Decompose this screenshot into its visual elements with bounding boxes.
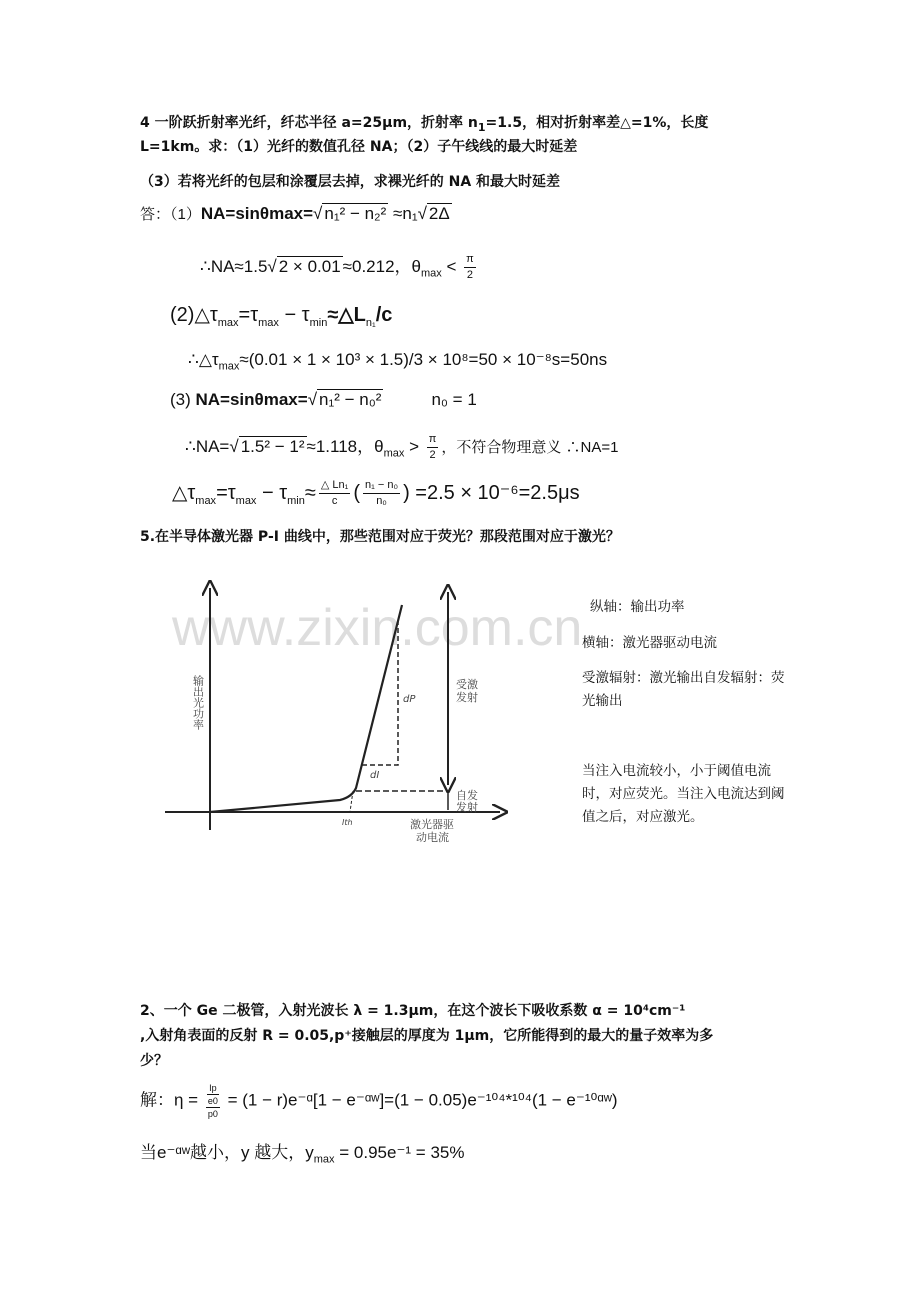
label: dP [403, 694, 416, 705]
text: min [309, 317, 328, 329]
fraction [206, 1082, 220, 1120]
text: π [427, 432, 439, 448]
text: max [421, 267, 442, 280]
text: 2 [466, 269, 474, 282]
x-axis-label: 动电流 [416, 831, 449, 844]
text: =τ [216, 481, 236, 504]
text: n₁² − n₀² [319, 390, 382, 409]
q5-answer: 当注入电流较小，小于阈值电流时，对应荧光。当注入电流达到阈值之后，对应激光。 [582, 763, 785, 825]
label: 发射 [456, 801, 478, 814]
q2-line-3: 少？ [140, 1053, 168, 1069]
text: = 0.95e⁻¹ = 35% [334, 1143, 465, 1162]
text: n₁ [365, 317, 376, 329]
text: 当e⁻ᵅʷ越小，y 越大，y [140, 1143, 314, 1162]
text: ≈△L [327, 304, 366, 326]
text: 答：（1） [140, 206, 201, 223]
text: ∴△τ [188, 350, 219, 369]
text: 2 × 0.01 [278, 257, 341, 276]
answer-1: 答：（1）NA=sinθmax=√ n₁² − n₂² ≈n₁√ 2Δ [140, 204, 450, 223]
text: < [441, 257, 462, 276]
text: Ip [209, 1083, 217, 1093]
text: 1 [477, 120, 486, 134]
text: p0 [207, 1109, 218, 1119]
answer-2 [170, 302, 392, 329]
q5-title: 5.在半导体激光器 P-I 曲线中，那些范围对应于荧光？那段范围对应于激光？ [140, 529, 620, 545]
fraction [464, 252, 476, 283]
text: /c [375, 304, 393, 326]
note-y: 纵轴：输出功率 [590, 599, 685, 615]
text: (3) [170, 390, 196, 409]
text: c [331, 495, 338, 507]
label: Ith [342, 818, 353, 827]
text: ∴NA= [185, 437, 230, 456]
text: − τ [278, 304, 310, 326]
text: NA=sinθmax= [200, 204, 314, 223]
text: max [258, 317, 279, 329]
text: △τ [172, 481, 196, 504]
text: max [195, 494, 217, 507]
fraction [363, 478, 400, 509]
text: ≈(0.01 × 1 × 10³ × 1.5)/3 × 10⁸=50 × 10⁻⁸s=50ns [239, 350, 608, 369]
text: ≈n₁ [388, 204, 418, 223]
text: n₀ = 1 [431, 390, 477, 409]
text: − τ [256, 481, 288, 504]
fraction [319, 478, 350, 509]
q4-line-2: L=1km。求：（1）光纤的数值孔径 NA；（2）子午线线的最大时延差 [140, 139, 578, 155]
y-axis-label: 输出光功率 [191, 675, 205, 730]
text: 2 [429, 449, 436, 462]
text: ，不符合物理意义 ∴NA=1 [441, 439, 619, 456]
answer-3-delay: $\triangle\tau_{max}=\tau_{max} - \tau_{min}\approx$ $\frac{\text{△ Ln₁}}{c}$ ( $\frac{\text{n₁ − n₀}}{\text{n₀}}$ ) =2.5 × 10⁻⁶=2.5μs [172, 479, 580, 507]
label: dI [370, 770, 380, 781]
answer-3-calc: ∴NA=√ 1.5² − 1² ≈1.118，$\theta_{max}$ > $\frac{\pi}{2}$ ，不符合物理意义 ∴NA=1 [185, 433, 619, 462]
q2-line-1: 2、一个 Ge 二极管，入射光波长 λ = 1.3μm，在这个波长下吸收系数 α = 10⁴cm⁻¹ [140, 1003, 686, 1019]
q2-solution [140, 1082, 618, 1120]
watermark: www.zixin.com.cn [172, 599, 583, 657]
label: 受激 [456, 678, 478, 691]
text: > [404, 437, 424, 456]
answer-1-calc: ∴NA≈1.5√ 2 × 0.01 ≈0.212，$\theta_{max}$ < $\frac{\pi}{2}$ [200, 253, 474, 282]
text: =τ [238, 304, 259, 326]
q4-line-3: （3）若将光纤的包层和涂覆层去掉，求裸光纤的 NA 和最大时延差 [140, 174, 561, 190]
answer-2-calc [188, 350, 607, 372]
text: π [464, 252, 476, 268]
text: 2Δ [428, 204, 450, 223]
text: ≈1.118，θ [306, 437, 384, 456]
answer-3: (3) NA=sinθmax=√ n₁² − n₀² n₀ = 1 [170, 390, 477, 409]
text: 解：η = [140, 1090, 203, 1110]
q4-line-1 [140, 112, 708, 134]
text: max [235, 494, 257, 507]
text: △ Ln₁ [319, 478, 350, 494]
fraction [427, 432, 439, 463]
text: ≈ [304, 481, 316, 504]
text: max [218, 360, 240, 373]
pi-curve-figure [160, 580, 520, 850]
text: ∴NA≈1.5 [200, 257, 268, 276]
text: 1.5² − 1² [240, 437, 305, 456]
text: NA=sinθmax= [195, 390, 308, 409]
text: =2.5 × 10⁻⁶=2.5μs [415, 481, 580, 504]
text: max [217, 317, 239, 329]
note-emission: 受激辐射：激光输出自发辐射：荧光输出 [582, 670, 785, 709]
text: 4 一阶跃折射率光纤，纤芯半径 a=25μm，折射率 n [140, 115, 478, 131]
text: max [383, 447, 405, 460]
q2-result [140, 1138, 464, 1165]
text: n₁ − n₀ [363, 478, 400, 494]
label: 发射 [456, 691, 478, 704]
text: min [287, 494, 305, 507]
q2-line-2: ,入射角表面的反射 R = 0.05,p⁺接触层的厚度为 1μm，它所能得到的最大的量子效率为多 [140, 1028, 714, 1044]
text: n₁² − n₂² [324, 204, 387, 223]
text: ≈0.212，θ [342, 257, 421, 276]
text: e0 [207, 1096, 218, 1106]
label: 自发 [456, 789, 478, 802]
note-x: 横轴：激光器驱动电流 [582, 635, 717, 651]
text: n₀ [376, 495, 387, 507]
text: max [313, 1153, 335, 1166]
text: = (1 − r)e⁻ᵅ[1 − e⁻ᵅʷ]=(1 − 0.05)e⁻¹⁰⁴*¹⁰⁴(1 − e⁻¹⁰ᵅʷ) [222, 1090, 618, 1110]
x-axis-label: 激光器驱 [410, 818, 454, 831]
text: (2)△τ [170, 304, 218, 326]
text: =1.5，相对折射率差△=1%，长度 [485, 115, 709, 131]
